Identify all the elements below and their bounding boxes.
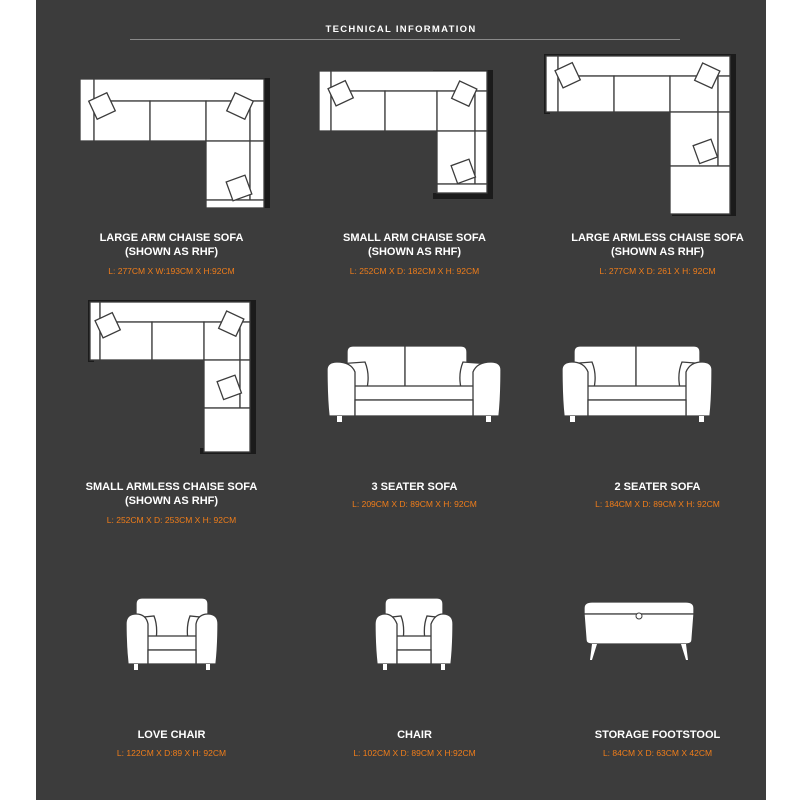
small-armless-chaise-sofa-icon: [50, 296, 293, 456]
product-name: SMALL ARMLESS CHAISE SOFA (SHOWN AS RHF): [85, 481, 258, 507]
product-name: SMALL ARM CHAISE SOFA (SHOWN AS RHF): [342, 232, 486, 258]
product-card-small-armless-chaise-sofa: [50, 296, 293, 530]
small-arm-chaise-sofa-icon: [293, 62, 536, 222]
product-card-love-chair: [50, 580, 293, 770]
product-card-large-arm-chaise-sofa: [50, 62, 293, 292]
product-dimensions: L: 277CM X D: 261 X H: 92CM: [599, 266, 716, 276]
section-title: TECHNICAL INFORMATION: [325, 24, 477, 35]
product-card-3-seater-sofa: [293, 296, 536, 530]
product-dimensions: L: 184CM X D: 89CM X H: 92CM: [595, 499, 720, 509]
product-card-chair: [293, 580, 536, 770]
product-dimensions: L: 84CM X D: 63CM X 42CM: [602, 748, 713, 758]
product-dimensions: L: 102CM X D: 89CM X H:92CM: [353, 748, 476, 758]
product-dimensions: L: 252CM X D: 182CM X H: 92CM: [349, 266, 480, 276]
product-card-2-seater-sofa: [536, 296, 779, 530]
storage-footstool-icon: [536, 598, 779, 668]
product-card-large-armless-chaise-sofa: [536, 48, 779, 292]
product-name: LOVE CHAIR: [137, 729, 206, 741]
love-chair-icon: [50, 592, 293, 682]
large-armless-chaise-sofa-icon: [536, 48, 779, 218]
two-seater-sofa-icon: [536, 338, 779, 428]
product-card-storage-footstool: [536, 580, 779, 770]
three-seater-sofa-icon: [293, 338, 536, 428]
chair-icon: [293, 592, 536, 682]
large-arm-chaise-sofa-icon: [50, 72, 293, 222]
product-dimensions: L: 209CM X D: 89CM X H: 92CM: [352, 499, 477, 509]
product-card-small-arm-chaise-sofa: [293, 62, 536, 292]
product-name: LARGE ARMLESS CHAISE SOFA (SHOWN AS RHF): [571, 232, 744, 258]
product-dimensions: L: 122CM X D:89 X H: 92CM: [116, 748, 227, 758]
product-name: STORAGE FOOTSTOOL: [594, 729, 721, 741]
product-dimensions: L: 277CM X W:193CM X H:92CM: [108, 266, 235, 276]
technical-information-panel: [36, 0, 766, 800]
title-divider: [130, 39, 680, 40]
product-name: 3 SEATER SOFA: [371, 481, 458, 493]
product-name: 2 SEATER SOFA: [614, 481, 701, 493]
product-dimensions: L: 252CM X D: 253CM X H: 92CM: [106, 515, 237, 525]
product-name: CHAIR: [397, 729, 432, 741]
product-name: LARGE ARM CHAISE SOFA (SHOWN AS RHF): [99, 232, 244, 258]
